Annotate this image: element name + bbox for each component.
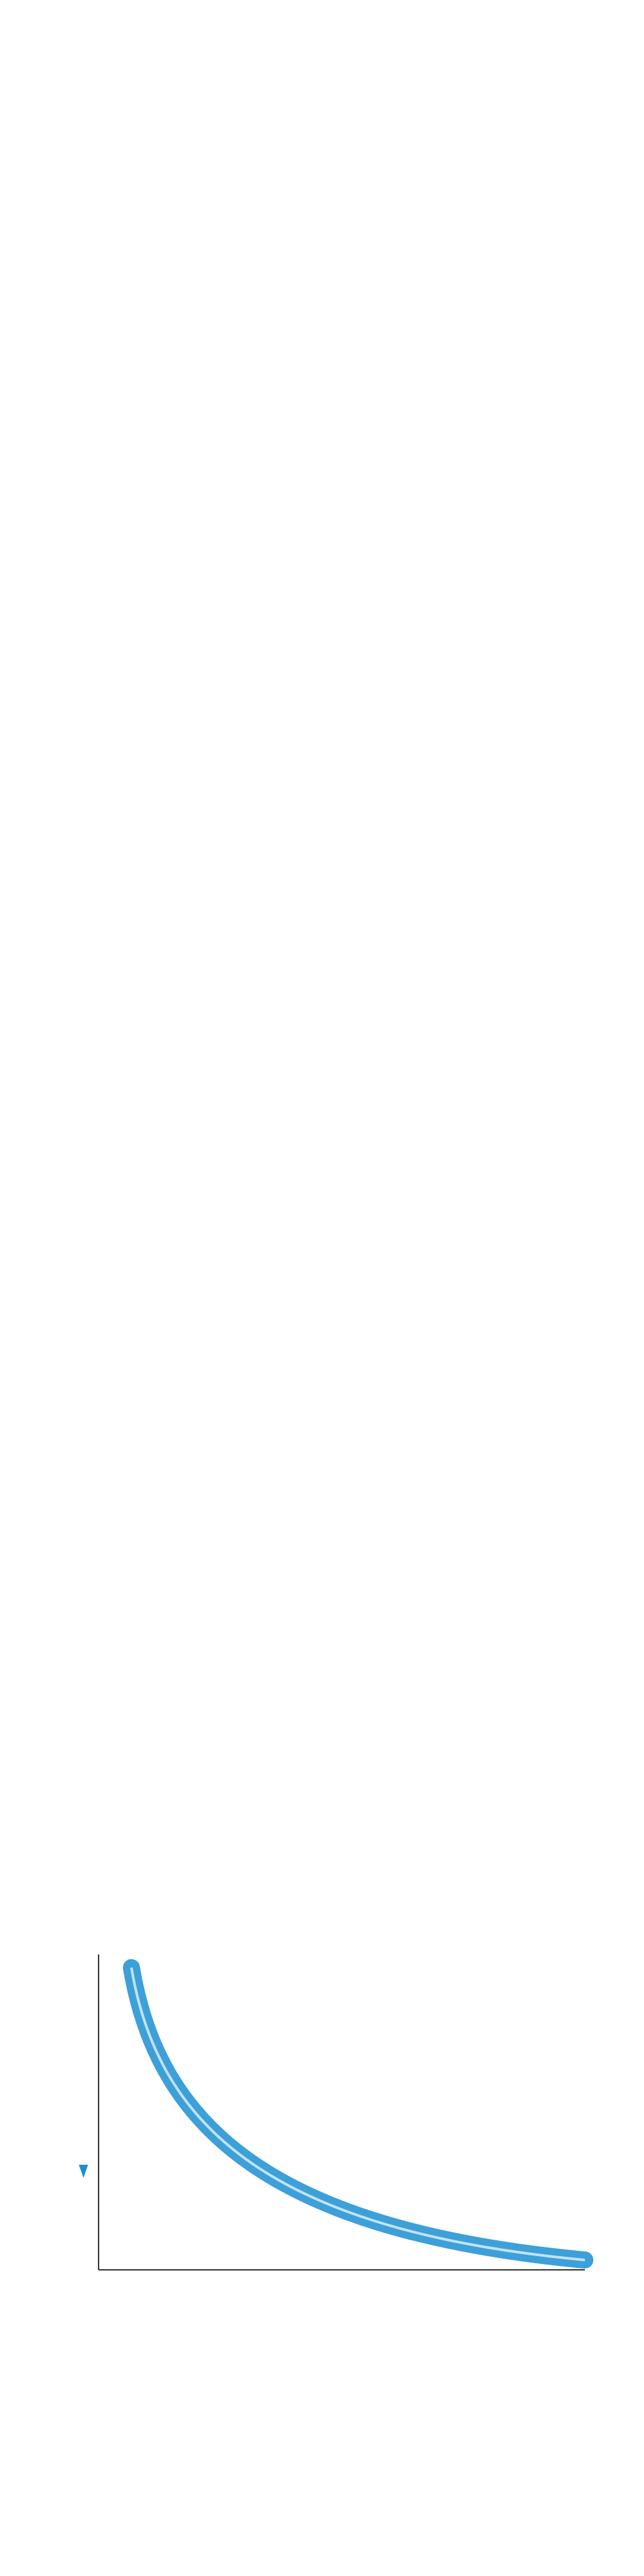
fogg-chart-svg (59, 1928, 608, 2309)
arrow-down (79, 2165, 88, 2178)
fogg-behavior-model-figure (59, 1928, 608, 2309)
